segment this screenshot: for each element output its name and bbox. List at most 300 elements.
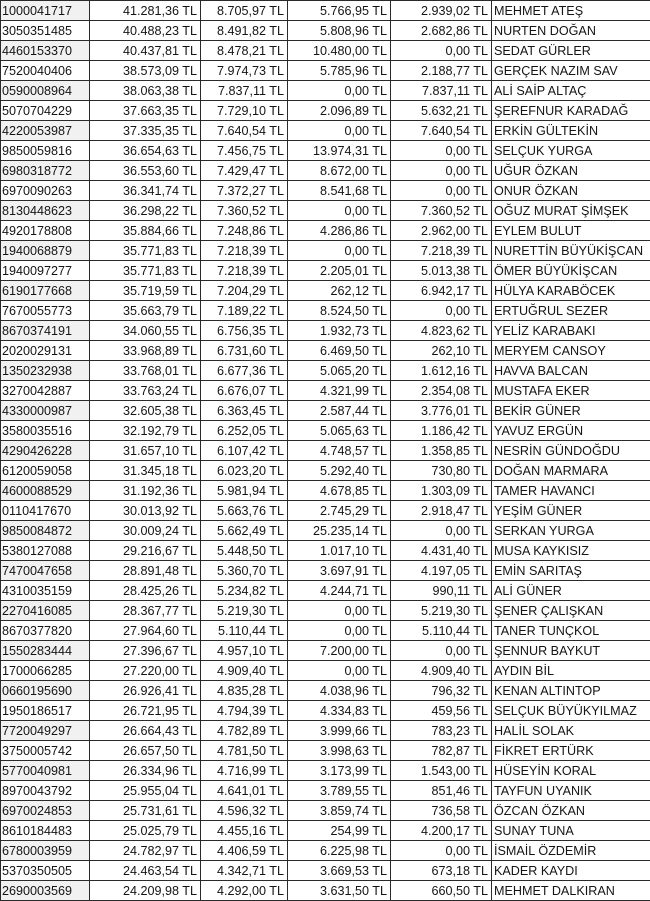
tax-amount-cell: 4.781,50 TL [201, 741, 288, 761]
remaining-amount-cell: 7.837,11 TL [391, 81, 492, 101]
account-id-cell: 4460153370 [1, 41, 90, 61]
table-row [1, 401, 650, 421]
total-amount-cell: 31.345,18 TL [90, 461, 201, 481]
total-amount-cell: 25.955,04 TL [90, 781, 201, 801]
tax-amount-cell: 7.360,52 TL [201, 201, 288, 221]
tax-amount-cell: 4.455,16 TL [201, 821, 288, 841]
paid-amount-cell: 8.524,50 TL [288, 301, 391, 321]
paid-amount-cell: 0,00 TL [288, 81, 391, 101]
account-id-cell: 7520040406 [1, 61, 90, 81]
paid-amount-cell: 3.999,66 TL [288, 721, 391, 741]
total-amount-cell: 27.396,67 TL [90, 641, 201, 661]
paid-amount-cell: 0,00 TL [288, 601, 391, 621]
table-row [1, 221, 650, 241]
name-cell: KADER KAYDI [492, 861, 650, 881]
name-cell: SUNAY TUNA [492, 821, 650, 841]
tax-amount-cell: 5.662,49 TL [201, 521, 288, 541]
account-id-cell: 2270416085 [1, 601, 90, 621]
tax-amount-cell: 6.676,07 TL [201, 381, 288, 401]
tax-amount-cell: 4.794,39 TL [201, 701, 288, 721]
total-amount-cell: 31.657,10 TL [90, 441, 201, 461]
remaining-amount-cell: 673,18 TL [391, 861, 492, 881]
remaining-amount-cell: 0,00 TL [391, 161, 492, 181]
paid-amount-cell: 8.672,00 TL [288, 161, 391, 181]
remaining-amount-cell: 5.013,38 TL [391, 261, 492, 281]
paid-amount-cell: 6.469,50 TL [288, 341, 391, 361]
table-row [1, 461, 650, 481]
table-row [1, 241, 650, 261]
name-cell: YAVUZ ERGÜN [492, 421, 650, 441]
tax-amount-cell: 4.716,99 TL [201, 761, 288, 781]
name-cell: İSMAİL ÖZDEMİR [492, 841, 650, 861]
paid-amount-cell: 3.859,74 TL [288, 801, 391, 821]
name-cell: YELİZ KARABAKI [492, 321, 650, 341]
name-cell: TAYFUN UYANIK [492, 781, 650, 801]
paid-amount-cell: 4.678,85 TL [288, 481, 391, 501]
name-cell: ERKİN GÜLTEKİN [492, 121, 650, 141]
tax-amount-cell: 8.705,97 TL [201, 1, 288, 21]
name-cell: UĞUR ÖZKAN [492, 161, 650, 181]
account-id-cell: 4290426228 [1, 441, 90, 461]
paid-amount-cell: 7.200,00 TL [288, 641, 391, 661]
total-amount-cell: 31.192,36 TL [90, 481, 201, 501]
account-id-cell: 4220053987 [1, 121, 90, 141]
remaining-amount-cell: 5.632,21 TL [391, 101, 492, 121]
paid-amount-cell: 4.038,96 TL [288, 681, 391, 701]
total-amount-cell: 26.721,95 TL [90, 701, 201, 721]
account-id-cell: 9850084872 [1, 521, 90, 541]
account-id-cell: 3750005742 [1, 741, 90, 761]
table-row [1, 381, 650, 401]
name-cell: ŞENNUR BAYKUT [492, 641, 650, 661]
name-cell: HAVVA BALCAN [492, 361, 650, 381]
table-row [1, 1, 650, 21]
name-cell: NESRİN GÜNDOĞDU [492, 441, 650, 461]
account-id-cell: 7670055773 [1, 301, 90, 321]
remaining-amount-cell: 782,87 TL [391, 741, 492, 761]
name-cell: SEDAT GÜRLER [492, 41, 650, 61]
table-row [1, 141, 650, 161]
remaining-amount-cell: 730,80 TL [391, 461, 492, 481]
remaining-amount-cell: 796,32 TL [391, 681, 492, 701]
name-cell: SERKAN YURGA [492, 521, 650, 541]
name-cell: SELÇUK YURGA [492, 141, 650, 161]
remaining-amount-cell: 2.918,47 TL [391, 501, 492, 521]
remaining-amount-cell: 736,58 TL [391, 801, 492, 821]
tax-amount-cell: 6.363,45 TL [201, 401, 288, 421]
total-amount-cell: 26.926,41 TL [90, 681, 201, 701]
tax-amount-cell: 4.596,32 TL [201, 801, 288, 821]
total-amount-cell: 40.488,23 TL [90, 21, 201, 41]
paid-amount-cell: 2.205,01 TL [288, 261, 391, 281]
tax-amount-cell: 7.248,86 TL [201, 221, 288, 241]
account-id-cell: 8670377820 [1, 621, 90, 641]
total-amount-cell: 30.009,24 TL [90, 521, 201, 541]
table-row [1, 821, 650, 841]
paid-amount-cell: 5.808,96 TL [288, 21, 391, 41]
paid-amount-cell: 0,00 TL [288, 661, 391, 681]
tax-amount-cell: 8.478,21 TL [201, 41, 288, 61]
paid-amount-cell: 3.631,50 TL [288, 881, 391, 901]
paid-amount-cell: 5.766,95 TL [288, 1, 391, 21]
name-cell: MUSA KAYKISIZ [492, 541, 650, 561]
name-cell: NURTEN DOĞAN [492, 21, 650, 41]
tax-amount-cell: 5.663,76 TL [201, 501, 288, 521]
account-id-cell: 1550283444 [1, 641, 90, 661]
remaining-amount-cell: 1.186,42 TL [391, 421, 492, 441]
account-id-cell: 4310035159 [1, 581, 90, 601]
account-id-cell: 8670374191 [1, 321, 90, 341]
table-row [1, 681, 650, 701]
remaining-amount-cell: 2.682,86 TL [391, 21, 492, 41]
account-id-cell: 2690003569 [1, 881, 90, 901]
table-row [1, 481, 650, 501]
account-id-cell: 8970043792 [1, 781, 90, 801]
account-id-cell: 3270042887 [1, 381, 90, 401]
name-cell: NURETTİN BÜYÜKİŞCAN [492, 241, 650, 261]
remaining-amount-cell: 4.200,17 TL [391, 821, 492, 841]
remaining-amount-cell: 0,00 TL [391, 841, 492, 861]
table-row [1, 161, 650, 181]
name-cell: TAMER HAVANCI [492, 481, 650, 501]
total-amount-cell: 35.719,59 TL [90, 281, 201, 301]
account-id-cell: 5370350505 [1, 861, 90, 881]
total-amount-cell: 41.281,36 TL [90, 1, 201, 21]
name-cell: TANER TUNÇKOL [492, 621, 650, 641]
table-row [1, 41, 650, 61]
paid-amount-cell: 10.480,00 TL [288, 41, 391, 61]
tax-amount-cell: 5.234,82 TL [201, 581, 288, 601]
total-amount-cell: 38.573,09 TL [90, 61, 201, 81]
table-row [1, 601, 650, 621]
total-amount-cell: 33.968,89 TL [90, 341, 201, 361]
remaining-amount-cell: 4.909,40 TL [391, 661, 492, 681]
name-cell: OĞUZ MURAT ŞİMŞEK [492, 201, 650, 221]
paid-amount-cell: 4.748,57 TL [288, 441, 391, 461]
table-row [1, 581, 650, 601]
table-row [1, 541, 650, 561]
remaining-amount-cell: 2.962,00 TL [391, 221, 492, 241]
account-id-cell: 5380127088 [1, 541, 90, 561]
table-row [1, 801, 650, 821]
paid-amount-cell: 1.932,73 TL [288, 321, 391, 341]
tax-amount-cell: 7.218,39 TL [201, 241, 288, 261]
table-row [1, 861, 650, 881]
account-id-cell: 9850059816 [1, 141, 90, 161]
total-amount-cell: 36.341,74 TL [90, 181, 201, 201]
table-row [1, 841, 650, 861]
account-id-cell: 0660195690 [1, 681, 90, 701]
total-amount-cell: 36.654,63 TL [90, 141, 201, 161]
tax-amount-cell: 5.110,44 TL [201, 621, 288, 641]
name-cell: YEŞİM GÜNER [492, 501, 650, 521]
name-cell: DOĞAN MARMARA [492, 461, 650, 481]
remaining-amount-cell: 0,00 TL [391, 181, 492, 201]
tax-amount-cell: 4.835,28 TL [201, 681, 288, 701]
remaining-amount-cell: 5.219,30 TL [391, 601, 492, 621]
total-amount-cell: 25.731,61 TL [90, 801, 201, 821]
tax-amount-cell: 7.204,29 TL [201, 281, 288, 301]
tax-amount-cell: 7.837,11 TL [201, 81, 288, 101]
table-row [1, 361, 650, 381]
remaining-amount-cell: 0,00 TL [391, 41, 492, 61]
name-cell: ERTUĞRUL SEZER [492, 301, 650, 321]
total-amount-cell: 40.437,81 TL [90, 41, 201, 61]
total-amount-cell: 32.192,79 TL [90, 421, 201, 441]
total-amount-cell: 26.334,96 TL [90, 761, 201, 781]
total-amount-cell: 35.771,83 TL [90, 261, 201, 281]
table-row [1, 261, 650, 281]
table-row [1, 121, 650, 141]
paid-amount-cell: 5.785,96 TL [288, 61, 391, 81]
table-row [1, 341, 650, 361]
table-row [1, 421, 650, 441]
table-body [1, 1, 650, 901]
remaining-amount-cell: 6.942,17 TL [391, 281, 492, 301]
paid-amount-cell: 0,00 TL [288, 121, 391, 141]
total-amount-cell: 38.063,38 TL [90, 81, 201, 101]
table-row [1, 641, 650, 661]
name-cell: EYLEM BULUT [492, 221, 650, 241]
account-id-cell: 7720049297 [1, 721, 90, 741]
account-id-cell: 4600088529 [1, 481, 90, 501]
remaining-amount-cell: 1.303,09 TL [391, 481, 492, 501]
total-amount-cell: 35.884,66 TL [90, 221, 201, 241]
tax-amount-cell: 6.731,60 TL [201, 341, 288, 361]
name-cell: ŞEREFNUR KARADAĞ [492, 101, 650, 121]
paid-amount-cell: 4.244,71 TL [288, 581, 391, 601]
remaining-amount-cell: 7.360,52 TL [391, 201, 492, 221]
remaining-amount-cell: 1.543,00 TL [391, 761, 492, 781]
paid-amount-cell: 4.286,86 TL [288, 221, 391, 241]
total-amount-cell: 24.463,54 TL [90, 861, 201, 881]
tax-amount-cell: 4.909,40 TL [201, 661, 288, 681]
remaining-amount-cell: 0,00 TL [391, 641, 492, 661]
remaining-amount-cell: 2.354,08 TL [391, 381, 492, 401]
total-amount-cell: 27.220,00 TL [90, 661, 201, 681]
remaining-amount-cell: 3.776,01 TL [391, 401, 492, 421]
table-row [1, 781, 650, 801]
name-cell: GERÇEK NAZIM SAV [492, 61, 650, 81]
table-row [1, 521, 650, 541]
table-row [1, 741, 650, 761]
tax-amount-cell: 5.219,30 TL [201, 601, 288, 621]
table-row [1, 61, 650, 81]
paid-amount-cell: 5.065,63 TL [288, 421, 391, 441]
table-row [1, 101, 650, 121]
paid-amount-cell: 6.225,98 TL [288, 841, 391, 861]
table-row [1, 561, 650, 581]
name-cell: MUSTAFA EKER [492, 381, 650, 401]
total-amount-cell: 33.768,01 TL [90, 361, 201, 381]
name-cell: BEKİR GÜNER [492, 401, 650, 421]
total-amount-cell: 29.216,67 TL [90, 541, 201, 561]
account-id-cell: 6970090263 [1, 181, 90, 201]
tax-amount-cell: 4.292,00 TL [201, 881, 288, 901]
account-id-cell: 6970024853 [1, 801, 90, 821]
remaining-amount-cell: 7.218,39 TL [391, 241, 492, 261]
remaining-amount-cell: 990,11 TL [391, 581, 492, 601]
total-amount-cell: 37.335,35 TL [90, 121, 201, 141]
account-id-cell: 1940068879 [1, 241, 90, 261]
account-id-cell: 6120059058 [1, 461, 90, 481]
account-id-cell: 4920178808 [1, 221, 90, 241]
total-amount-cell: 25.025,79 TL [90, 821, 201, 841]
account-id-cell: 8130448623 [1, 201, 90, 221]
account-id-cell: 3050351485 [1, 21, 90, 41]
paid-amount-cell: 3.697,91 TL [288, 561, 391, 581]
name-cell: ÖMER BÜYÜKİŞCAN [492, 261, 650, 281]
total-amount-cell: 30.013,92 TL [90, 501, 201, 521]
name-cell: ÖZCAN ÖZKAN [492, 801, 650, 821]
paid-amount-cell: 4.321,99 TL [288, 381, 391, 401]
table-row [1, 441, 650, 461]
remaining-amount-cell: 0,00 TL [391, 141, 492, 161]
name-cell: KENAN ALTINTOP [492, 681, 650, 701]
total-amount-cell: 28.367,77 TL [90, 601, 201, 621]
tax-amount-cell: 7.218,39 TL [201, 261, 288, 281]
tax-amount-cell: 4.782,89 TL [201, 721, 288, 741]
tax-amount-cell: 5.448,50 TL [201, 541, 288, 561]
tax-amount-cell: 7.456,75 TL [201, 141, 288, 161]
total-amount-cell: 34.060,55 TL [90, 321, 201, 341]
paid-amount-cell: 0,00 TL [288, 201, 391, 221]
name-cell: HÜSEYİN KORAL [492, 761, 650, 781]
name-cell: ALİ SAİP ALTAÇ [492, 81, 650, 101]
remaining-amount-cell: 7.640,54 TL [391, 121, 492, 141]
remaining-amount-cell: 1.612,16 TL [391, 361, 492, 381]
total-amount-cell: 36.298,22 TL [90, 201, 201, 221]
tax-amount-cell: 6.023,20 TL [201, 461, 288, 481]
remaining-amount-cell: 783,23 TL [391, 721, 492, 741]
total-amount-cell: 26.657,50 TL [90, 741, 201, 761]
remaining-amount-cell: 1.358,85 TL [391, 441, 492, 461]
paid-amount-cell: 2.587,44 TL [288, 401, 391, 421]
account-id-cell: 0110417670 [1, 501, 90, 521]
paid-amount-cell: 2.096,89 TL [288, 101, 391, 121]
tax-amount-cell: 6.677,36 TL [201, 361, 288, 381]
tax-amount-cell: 7.189,22 TL [201, 301, 288, 321]
name-cell: ALİ GÜNER [492, 581, 650, 601]
remaining-amount-cell: 4.823,62 TL [391, 321, 492, 341]
paid-amount-cell: 0,00 TL [288, 621, 391, 641]
name-cell: HALİL SOLAK [492, 721, 650, 741]
remaining-amount-cell: 851,46 TL [391, 781, 492, 801]
remaining-amount-cell: 262,10 TL [391, 341, 492, 361]
table-row [1, 501, 650, 521]
total-amount-cell: 36.553,60 TL [90, 161, 201, 181]
paid-amount-cell: 5.065,20 TL [288, 361, 391, 381]
account-id-cell: 1000041717 [1, 1, 90, 21]
table-row [1, 321, 650, 341]
account-id-cell: 5070704229 [1, 101, 90, 121]
account-id-cell: 6190177668 [1, 281, 90, 301]
total-amount-cell: 35.771,83 TL [90, 241, 201, 261]
tax-amount-cell: 6.107,42 TL [201, 441, 288, 461]
name-cell: SELÇUK BÜYÜKYILMAZ [492, 701, 650, 721]
table-row [1, 201, 650, 221]
remaining-amount-cell: 2.188,77 TL [391, 61, 492, 81]
paid-amount-cell: 4.334,83 TL [288, 701, 391, 721]
total-amount-cell: 24.782,97 TL [90, 841, 201, 861]
paid-amount-cell: 8.541,68 TL [288, 181, 391, 201]
table-row [1, 661, 650, 681]
paid-amount-cell: 5.292,40 TL [288, 461, 391, 481]
name-cell: AYDIN BİL [492, 661, 650, 681]
paid-amount-cell: 13.974,31 TL [288, 141, 391, 161]
tax-amount-cell: 7.640,54 TL [201, 121, 288, 141]
table-row [1, 181, 650, 201]
table-row [1, 81, 650, 101]
total-amount-cell: 24.209,98 TL [90, 881, 201, 901]
account-id-cell: 7470047658 [1, 561, 90, 581]
tax-amount-cell: 5.360,70 TL [201, 561, 288, 581]
tax-amount-cell: 7.974,73 TL [201, 61, 288, 81]
remaining-amount-cell: 2.939,02 TL [391, 1, 492, 21]
name-cell: MEHMET DALKIRAN [492, 881, 650, 901]
name-cell: MERYEM CANSOY [492, 341, 650, 361]
total-amount-cell: 32.605,38 TL [90, 401, 201, 421]
account-id-cell: 1350232938 [1, 361, 90, 381]
table-row [1, 21, 650, 41]
table-row [1, 761, 650, 781]
account-id-cell: 6980318772 [1, 161, 90, 181]
paid-amount-cell: 262,12 TL [288, 281, 391, 301]
tax-amount-cell: 7.429,47 TL [201, 161, 288, 181]
account-id-cell: 6780003959 [1, 841, 90, 861]
tax-amount-cell: 6.756,35 TL [201, 321, 288, 341]
tax-amount-cell: 7.729,10 TL [201, 101, 288, 121]
paid-amount-cell: 254,99 TL [288, 821, 391, 841]
total-amount-cell: 37.663,35 TL [90, 101, 201, 121]
name-cell: HÜLYA KARABÖCEK [492, 281, 650, 301]
paid-amount-cell: 3.173,99 TL [288, 761, 391, 781]
table-row [1, 281, 650, 301]
tax-amount-cell: 4.342,71 TL [201, 861, 288, 881]
total-amount-cell: 28.891,48 TL [90, 561, 201, 581]
name-cell: MEHMET ATEŞ [492, 1, 650, 21]
total-amount-cell: 28.425,26 TL [90, 581, 201, 601]
total-amount-cell: 27.964,60 TL [90, 621, 201, 641]
paid-amount-cell: 25.235,14 TL [288, 521, 391, 541]
remaining-amount-cell: 0,00 TL [391, 521, 492, 541]
tax-amount-cell: 4.957,10 TL [201, 641, 288, 661]
table-row [1, 621, 650, 641]
tax-amount-cell: 7.372,27 TL [201, 181, 288, 201]
total-amount-cell: 35.663,79 TL [90, 301, 201, 321]
name-cell: ONUR ÖZKAN [492, 181, 650, 201]
name-cell: ŞENER ÇALIŞKAN [492, 601, 650, 621]
tax-amount-cell: 5.981,94 TL [201, 481, 288, 501]
paid-amount-cell: 3.998,63 TL [288, 741, 391, 761]
account-id-cell: 1950186517 [1, 701, 90, 721]
remaining-amount-cell: 4.197,05 TL [391, 561, 492, 581]
account-id-cell: 8610184483 [1, 821, 90, 841]
remaining-amount-cell: 5.110,44 TL [391, 621, 492, 641]
remaining-amount-cell: 4.431,40 TL [391, 541, 492, 561]
paid-amount-cell: 1.017,10 TL [288, 541, 391, 561]
account-id-cell: 2020029131 [1, 341, 90, 361]
remaining-amount-cell: 0,00 TL [391, 301, 492, 321]
tax-amount-cell: 8.491,82 TL [201, 21, 288, 41]
table-row [1, 721, 650, 741]
remaining-amount-cell: 660,50 TL [391, 881, 492, 901]
account-id-cell: 1940097277 [1, 261, 90, 281]
total-amount-cell: 33.763,24 TL [90, 381, 201, 401]
account-id-cell: 0590008964 [1, 81, 90, 101]
table-row [1, 881, 650, 901]
paid-amount-cell: 2.745,29 TL [288, 501, 391, 521]
